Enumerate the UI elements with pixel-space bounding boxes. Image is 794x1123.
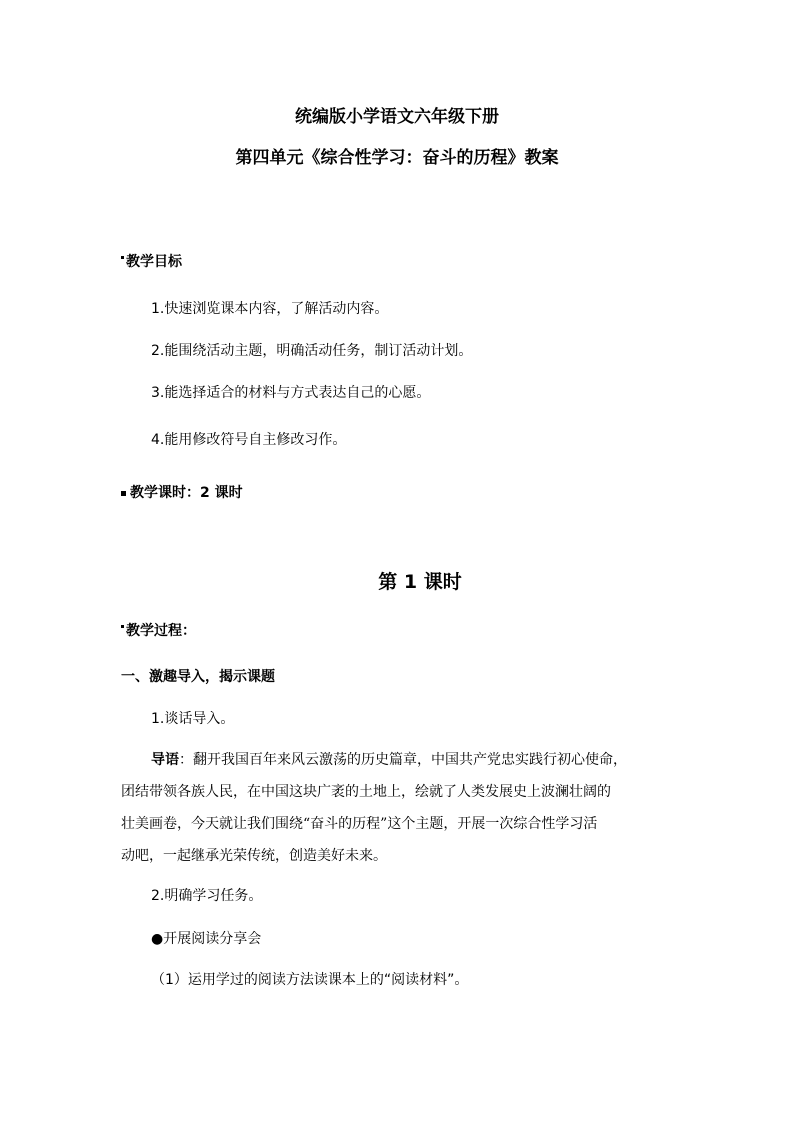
section-1-heading: 一、激趣导入，揭示课题 xyxy=(121,669,275,685)
teaching-hours-heading-text: 教学课时：2 课时 xyxy=(130,485,243,501)
bullet-icon xyxy=(121,256,124,259)
teaching-process-heading xyxy=(121,624,196,638)
teaching-process-heading-text: 教学过程： xyxy=(126,623,196,639)
goal-item-3: 3.能选择适合的材料与方式表达自己的心愿。 xyxy=(151,385,431,401)
lesson-1-title: 第 1 课时 xyxy=(378,571,462,593)
guide-text-line1: ：翻开我国百年来风云激荡的历史篇章，中国共产党忠实践行初心使命， xyxy=(179,752,627,768)
task-1: ●开展阅读分享会 xyxy=(151,931,262,947)
task-1-sub: （1）运用学过的阅读方法读课本上的“阅读材料”。 xyxy=(151,972,469,988)
teaching-goals-heading xyxy=(121,255,182,269)
document-title-line2: 第四单元《综合性学习：奋斗的历程》教案 xyxy=(235,148,559,168)
bullet-icon xyxy=(121,491,126,496)
goal-item-2: 2.能围绕活动主题，明确活动任务，制订活动计划。 xyxy=(151,343,473,359)
guide-paragraph-line2: 团结带领各族人民，在中国这块广袤的土地上，绘就了人类发展史上波澜壮阔的 xyxy=(121,784,611,800)
step-2: 2.明确学习任务。 xyxy=(151,888,263,904)
step-1: 1.谈话导入。 xyxy=(151,711,235,727)
goal-item-1: 1.快速浏览课本内容，了解活动内容。 xyxy=(151,301,389,317)
guide-label: 导语 xyxy=(151,752,179,768)
guide-paragraph-line3: 壮美画卷，今天就让我们围绕“奋斗的历程”这个主题，开展一次综合性学习活 xyxy=(121,816,598,832)
teaching-goals-heading-text: 教学目标 xyxy=(126,254,182,270)
document-title-line1: 统编版小学语文六年级下册 xyxy=(295,107,499,127)
teaching-hours-heading xyxy=(121,486,243,500)
guide-paragraph-line1 xyxy=(151,753,627,767)
goal-item-4: 4.能用修改符号自主修改习作。 xyxy=(151,432,347,448)
bullet-icon xyxy=(121,625,124,628)
guide-paragraph-line4: 动吧，一起继承光荣传统，创造美好未来。 xyxy=(121,848,387,864)
